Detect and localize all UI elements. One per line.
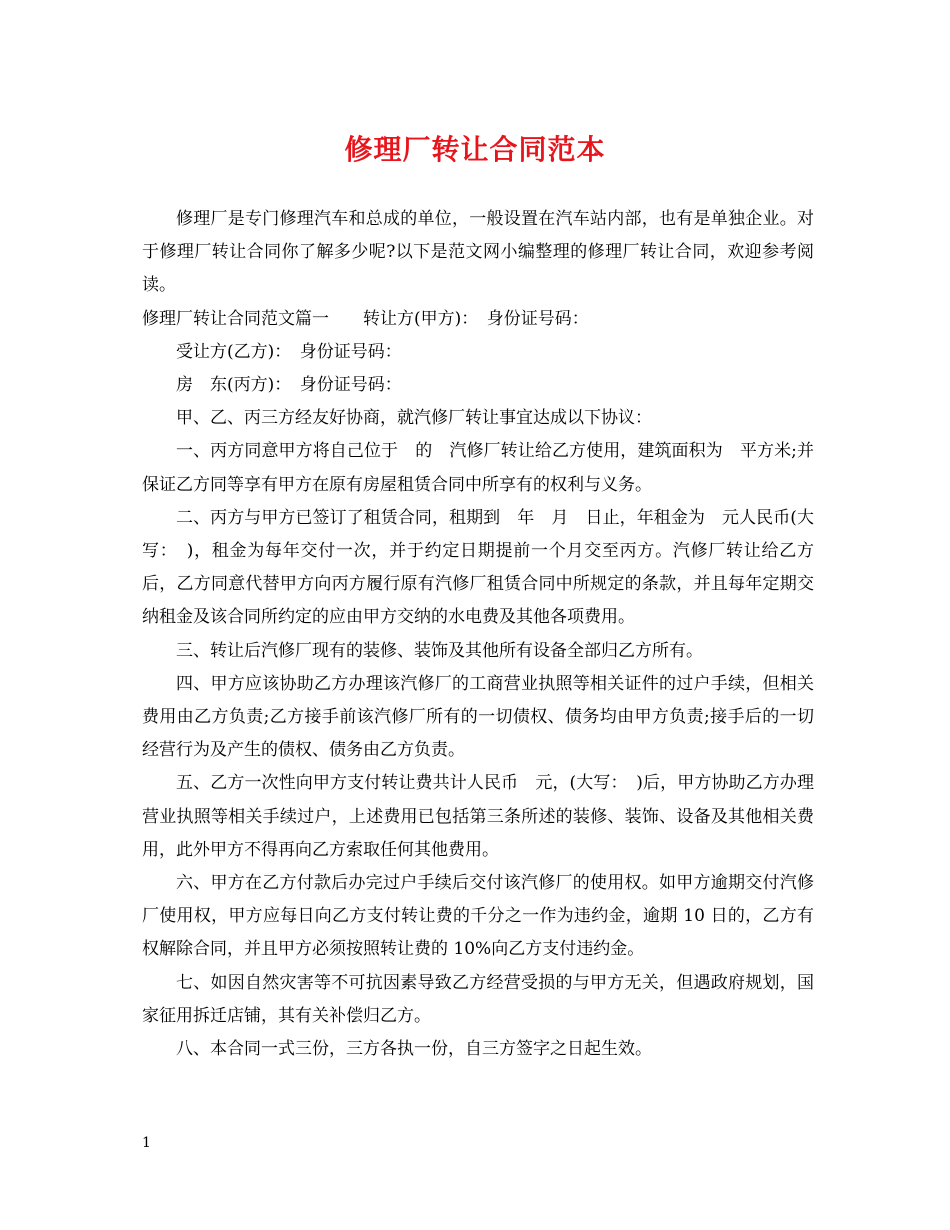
clause-8: 八、本合同一式三份，三方各执一份，自三方签字之日起生效。 — [176, 1039, 652, 1060]
clause-7: 七、如因自然灾害等不可抗因素导致乙方经营受损的与甲方无关，但遇政府规划，国家征用拆迁店铺，其有关补偿归乙方。 — [142, 972, 814, 1026]
clause-5: 五、乙方一次性向甲方支付转让费共计人民币 元，(大写： )后，甲方协助乙方办理营业执照等相关手续过户，上述费用已包括第三条所述的装修、装饰、设备及其他相关费用，此外甲方不得再向乙方索取任何其他费用。 — [142, 773, 814, 860]
clause-2: 二、丙方与甲方已签订了租赁合同，租期到 年 月 日止，年租金为 元人民币(大写： )，租金为每年交付一次，并于约定日期提前一个月交至丙方。汽修厂转让给乙方后，乙方同意代替甲方向丙方履行原有汽修厂租赁合同中所规定的条款，并且每年定期交纳租金及该合同所约定的应由甲方交纳的水电费及其他各项费用。 — [142, 507, 814, 628]
clause-6: 六、甲方在乙方付款后办完过户手续后交付该汽修厂的使用权。如甲方逾期交付汽修厂使用权，甲方应每日向乙方支付转让费的千分之一作为违约金，逾期 10 日的，乙方有权解除合同，并且甲方必须按照转让费的 10%向乙方支付违约金。 — [142, 873, 814, 960]
page-number: 1 — [142, 1135, 151, 1151]
paragraph-transferee: 受让方(乙方)： 身份证号码： — [176, 341, 402, 362]
clause-4: 四、甲方应该协助乙方办理该汽修厂的工商营业执照等相关证件的过户手续，但相关费用由乙方负责;乙方接手前该汽修厂所有的一切债权、债务均由甲方负责;接手后的一切经营行为及产生的债权、债务由乙方负责。 — [142, 673, 814, 761]
clause-1: 一、丙方同意甲方将自己位于 的 汽修厂转让给乙方使用，建筑面积为 平方米;并保证乙方同等享有甲方在原有房屋租赁合同中所享有的权利与义务。 — [142, 441, 814, 495]
paragraph-intro: 修理厂是专门修理汽车和总成的单位，一般设置在汽车站内部，也有是单独企业。对于修理厂转让合同你了解多少呢?以下是范文网小编整理的修理厂转让合同，欢迎参考阅读。 — [142, 209, 814, 296]
paragraph-transferor: 修理厂转让合同范文篇一 转让方(甲方)： 身份证号码： — [142, 308, 589, 329]
document-title: 修理厂转让合同范本 — [344, 133, 606, 166]
paragraph-landlord: 房 东(丙方)： 身份证号码： — [176, 375, 402, 396]
clause-3: 三、转让后汽修厂现有的装修、装饰及其他所有设备全部归乙方所有。 — [176, 640, 703, 661]
document-body — [142, 203, 814, 1066]
paragraph-agreement-intro: 甲、乙、丙三方经友好协商，就汽修厂转让事宜达成以下协议： — [176, 408, 652, 429]
